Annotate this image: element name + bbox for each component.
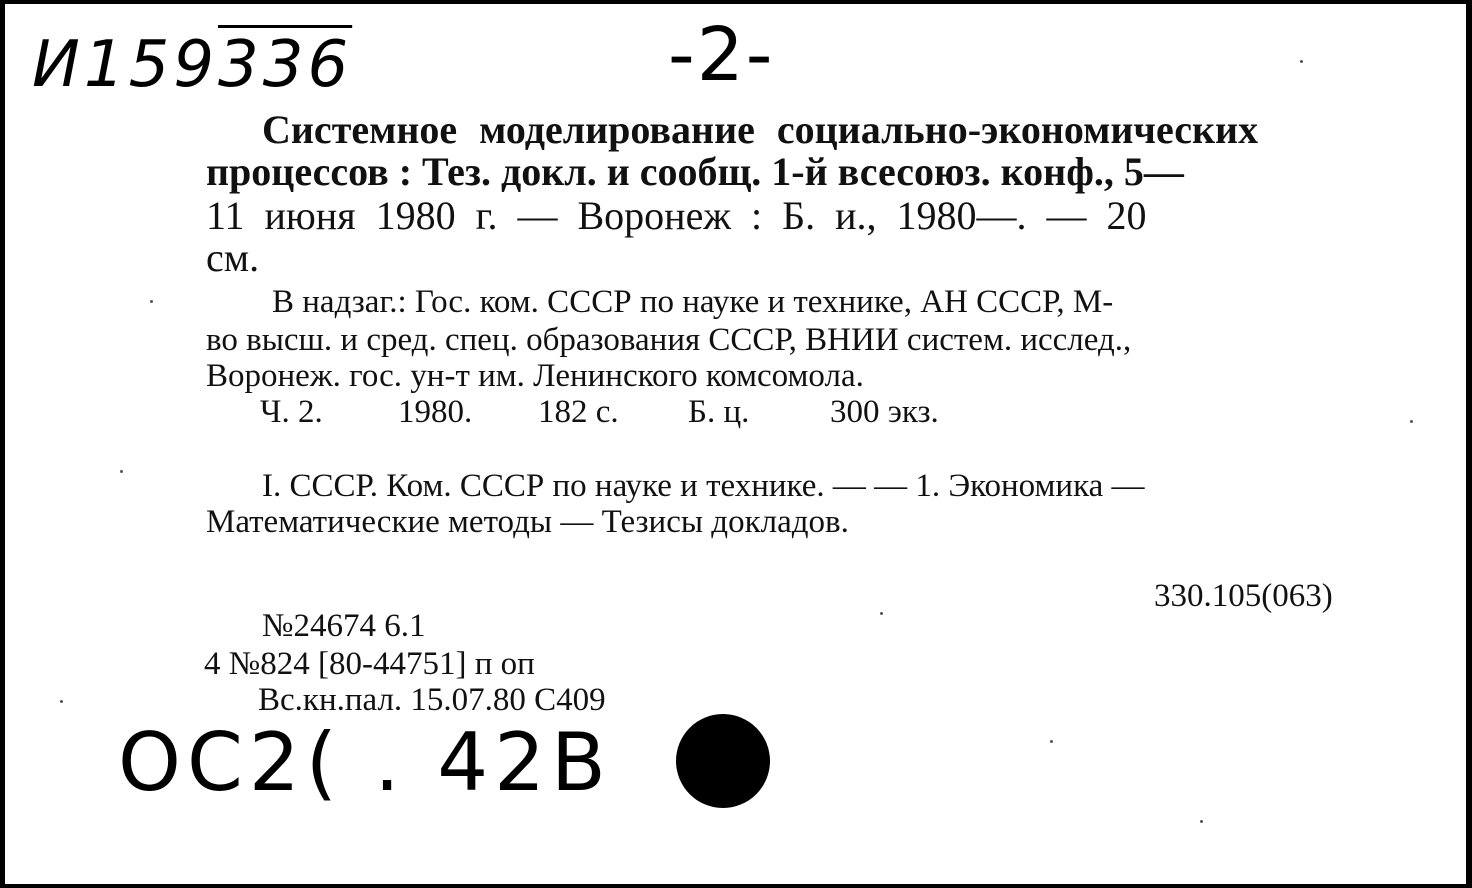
handwritten-shelf-mark	[32, 28, 352, 102]
tracings-line-1: I. СССР. Ком. СССР по науке и технике. — — 1. Экономика —	[262, 468, 1145, 504]
entry-title-line-2	[206, 148, 1184, 195]
entry-title-line-3: 11 июня 1980 г. — Воронеж : Б. и., 1980—. — 20	[206, 193, 1147, 238]
volume-part: Ч. 2.	[260, 394, 323, 430]
entry-title-line-1: Системное моделирование социально-экономических	[262, 107, 1259, 152]
handwritten-page-mark: -2-	[668, 12, 775, 98]
card-border-right	[1466, 0, 1472, 888]
volume-copies: 300 экз.	[830, 394, 939, 430]
scan-speck	[880, 612, 883, 615]
punch-hole	[676, 714, 770, 808]
scan-speck	[1410, 420, 1413, 423]
scan-speck	[120, 470, 123, 473]
entry-title-line-2-text: процессов : Тез. докл. и сообщ. 1-й всесоюз. конф., 5—	[206, 149, 1184, 194]
card-border-top	[0, 0, 1472, 4]
record-chamber-line: Вс.кн.пал. 15.07.80 С409	[258, 682, 606, 718]
tracings-line-2: Математические методы — Тезисы докладов.	[206, 504, 849, 540]
scan-speck	[1300, 60, 1303, 63]
volume-year: 1980.	[398, 394, 473, 430]
handwritten-shelf-suffix: 336	[218, 28, 353, 102]
entry-title-line-4: см.	[206, 235, 260, 280]
classification-number: 330.105(063)	[1154, 578, 1333, 614]
record-number: №24674 6.1	[262, 608, 426, 644]
volume-pages: 182 с.	[538, 394, 619, 430]
scan-speck	[60, 700, 63, 703]
heading-note-line-1: В надзаг.: Гос. ком. СССР по науке и технике, АН СССР, М-	[272, 284, 1114, 320]
volume-price: Б. ц.	[688, 394, 750, 430]
handwritten-shelf-prefix: И159	[32, 28, 219, 102]
scan-speck	[1050, 740, 1053, 743]
record-order-line: 4 №824 [80-44751] п оп	[204, 646, 535, 682]
handwritten-call-number: ОС2( . 42В	[118, 716, 612, 809]
scan-speck	[150, 300, 153, 303]
scan-speck	[1200, 820, 1203, 823]
card-border-left	[0, 0, 5, 888]
heading-note-line-2: во высш. и сред. спец. образования СССР, ВНИИ систем. исслед.,	[206, 322, 1132, 358]
heading-note-line-3: Воронеж. гос. ун-т им. Ленинского комсомола.	[206, 358, 864, 394]
card-border-bottom	[0, 884, 1472, 888]
